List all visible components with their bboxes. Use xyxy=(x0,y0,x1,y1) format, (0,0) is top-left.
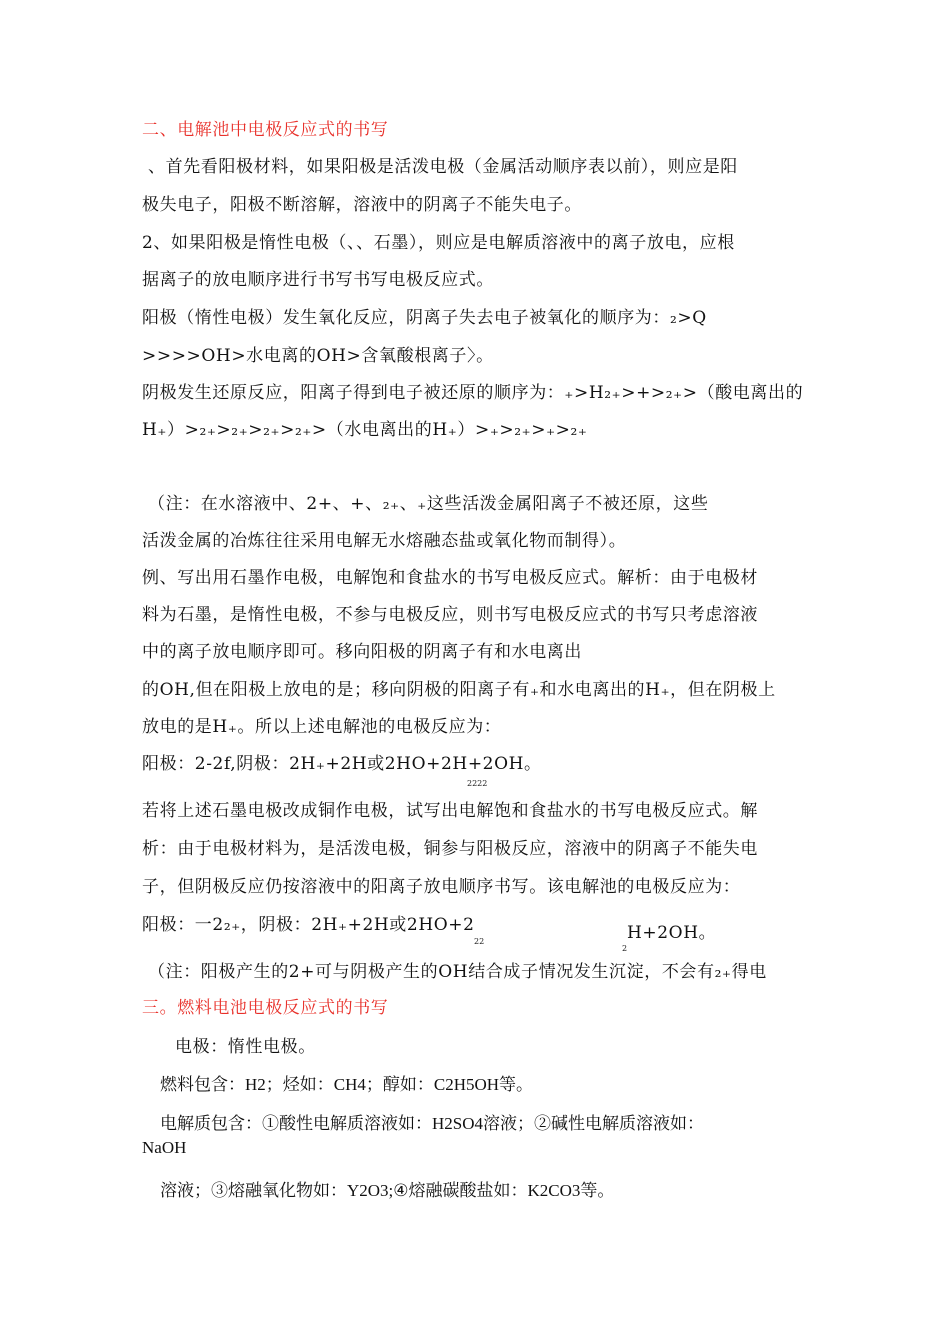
example-line: 料为石墨，是惰性电极，不参与电极反应，则书写电极反应式的书写只考虑溶液 xyxy=(142,605,758,625)
question-line: 子，但阴极反应仍按溶液中的阳离子放电顺序书写。该电解池的电极反应为： xyxy=(142,877,741,897)
example-line: 的OH,但在阳极上放电的是；移向阴极的阳离子有₊和水电离出的H₊，但在阴极上 xyxy=(142,680,776,700)
paragraph-line: 电极：惰性电极。 xyxy=(175,1037,316,1057)
subscript-row: 2222 xyxy=(467,779,488,788)
example-line: 放电的是H₊。所以上述电解池的电极反应为： xyxy=(142,717,502,737)
paragraph-line: 阳极（惰性电极）发生氧化反应，阴离子失去电子被氧化的顺序为：₂>Q xyxy=(142,308,707,328)
paragraph-line: NaOH xyxy=(142,1138,187,1157)
subscript-row: 22 xyxy=(474,937,485,946)
paragraph-line: 阴极发生还原反应，阳离子得到电子被还原的顺序为：₊>H₂₊>+>₂₊>（酸电离出的 xyxy=(142,383,804,403)
paragraph-line: 据离子的放电顺序进行书写书写电极反应式。 xyxy=(142,270,494,290)
paragraph-line: 、首先看阳极材料，如果阳极是活泼电极（金属活动顺序表以前），则应是阳 xyxy=(148,157,738,177)
note-line: （注：阳极产生的2+可与阴极产生的OH结合成子情况发生沉淀，不会有₂₊得电 xyxy=(148,962,767,982)
question-line: 析：由于电极材料为，是活泼电极，铜参与阳极反应，溶液中的阴离子不能失电 xyxy=(142,839,758,859)
subscript-row: 2 xyxy=(622,944,628,953)
example-line: 例、写出用石墨作电极，电解饱和食盐水的书写电极反应式。解析：由于电极材 xyxy=(142,568,758,588)
equation-line: 阳极：一2₂₊，阴极：2H₊+2H或2HO+2 xyxy=(142,915,475,935)
paragraph-line: 2、如果阳极是惰性电极（、、石墨），则应是电解质溶液中的离子放电，应根 xyxy=(142,233,735,253)
note-line: （注：在水溶液中、2+、+、₂₊、₊这些活泼金属阳离子不被还原，这些 xyxy=(148,494,709,514)
paragraph-line: 电解质包含：①酸性电解质溶液如：H2SO4溶液；②碱性电解质溶液如： xyxy=(160,1114,705,1133)
equation-fragment: H+2OH。 xyxy=(627,923,717,943)
example-line: 中的离子放电顺序即可。移向阳极的阴离子有和水电离出 xyxy=(142,642,582,662)
equation-line: 阳极：2-2f,阴极：2H₊+2H或2HO+2H+2OH。 xyxy=(142,754,542,774)
section2-heading: 二、电解池中电极反应式的书写 xyxy=(142,120,389,140)
paragraph-line: H₊）>₂₊>₂₊>₂₊>₂₊>（水电离出的H₊）>₊>₂₊>₊>₂₊ xyxy=(142,420,588,440)
paragraph-line: 溶液；③熔融氧化物如：Y2O3;④熔融碳酸盐如：K2CO3等。 xyxy=(160,1181,615,1200)
question-line: 若将上述石墨电极改成铜作电极，试写出电解饱和食盐水的书写电极反应式。解 xyxy=(142,801,758,821)
paragraph-line: 极失电子，阳极不断溶解，溶液中的阴离子不能失电子。 xyxy=(142,195,582,215)
note-line: 活泼金属的冶炼往往采用电解无水熔融态盐或氧化物而制得）。 xyxy=(142,531,627,551)
paragraph-line: 燃料包含：H2；烃如：CH4；醇如：C2H5OH等。 xyxy=(160,1075,534,1094)
paragraph-line: >>>>OH>水电离的OH>含氧酸根离子〉。 xyxy=(142,346,494,366)
section3-heading: 三。燃料电池电极反应式的书写 xyxy=(142,998,389,1018)
